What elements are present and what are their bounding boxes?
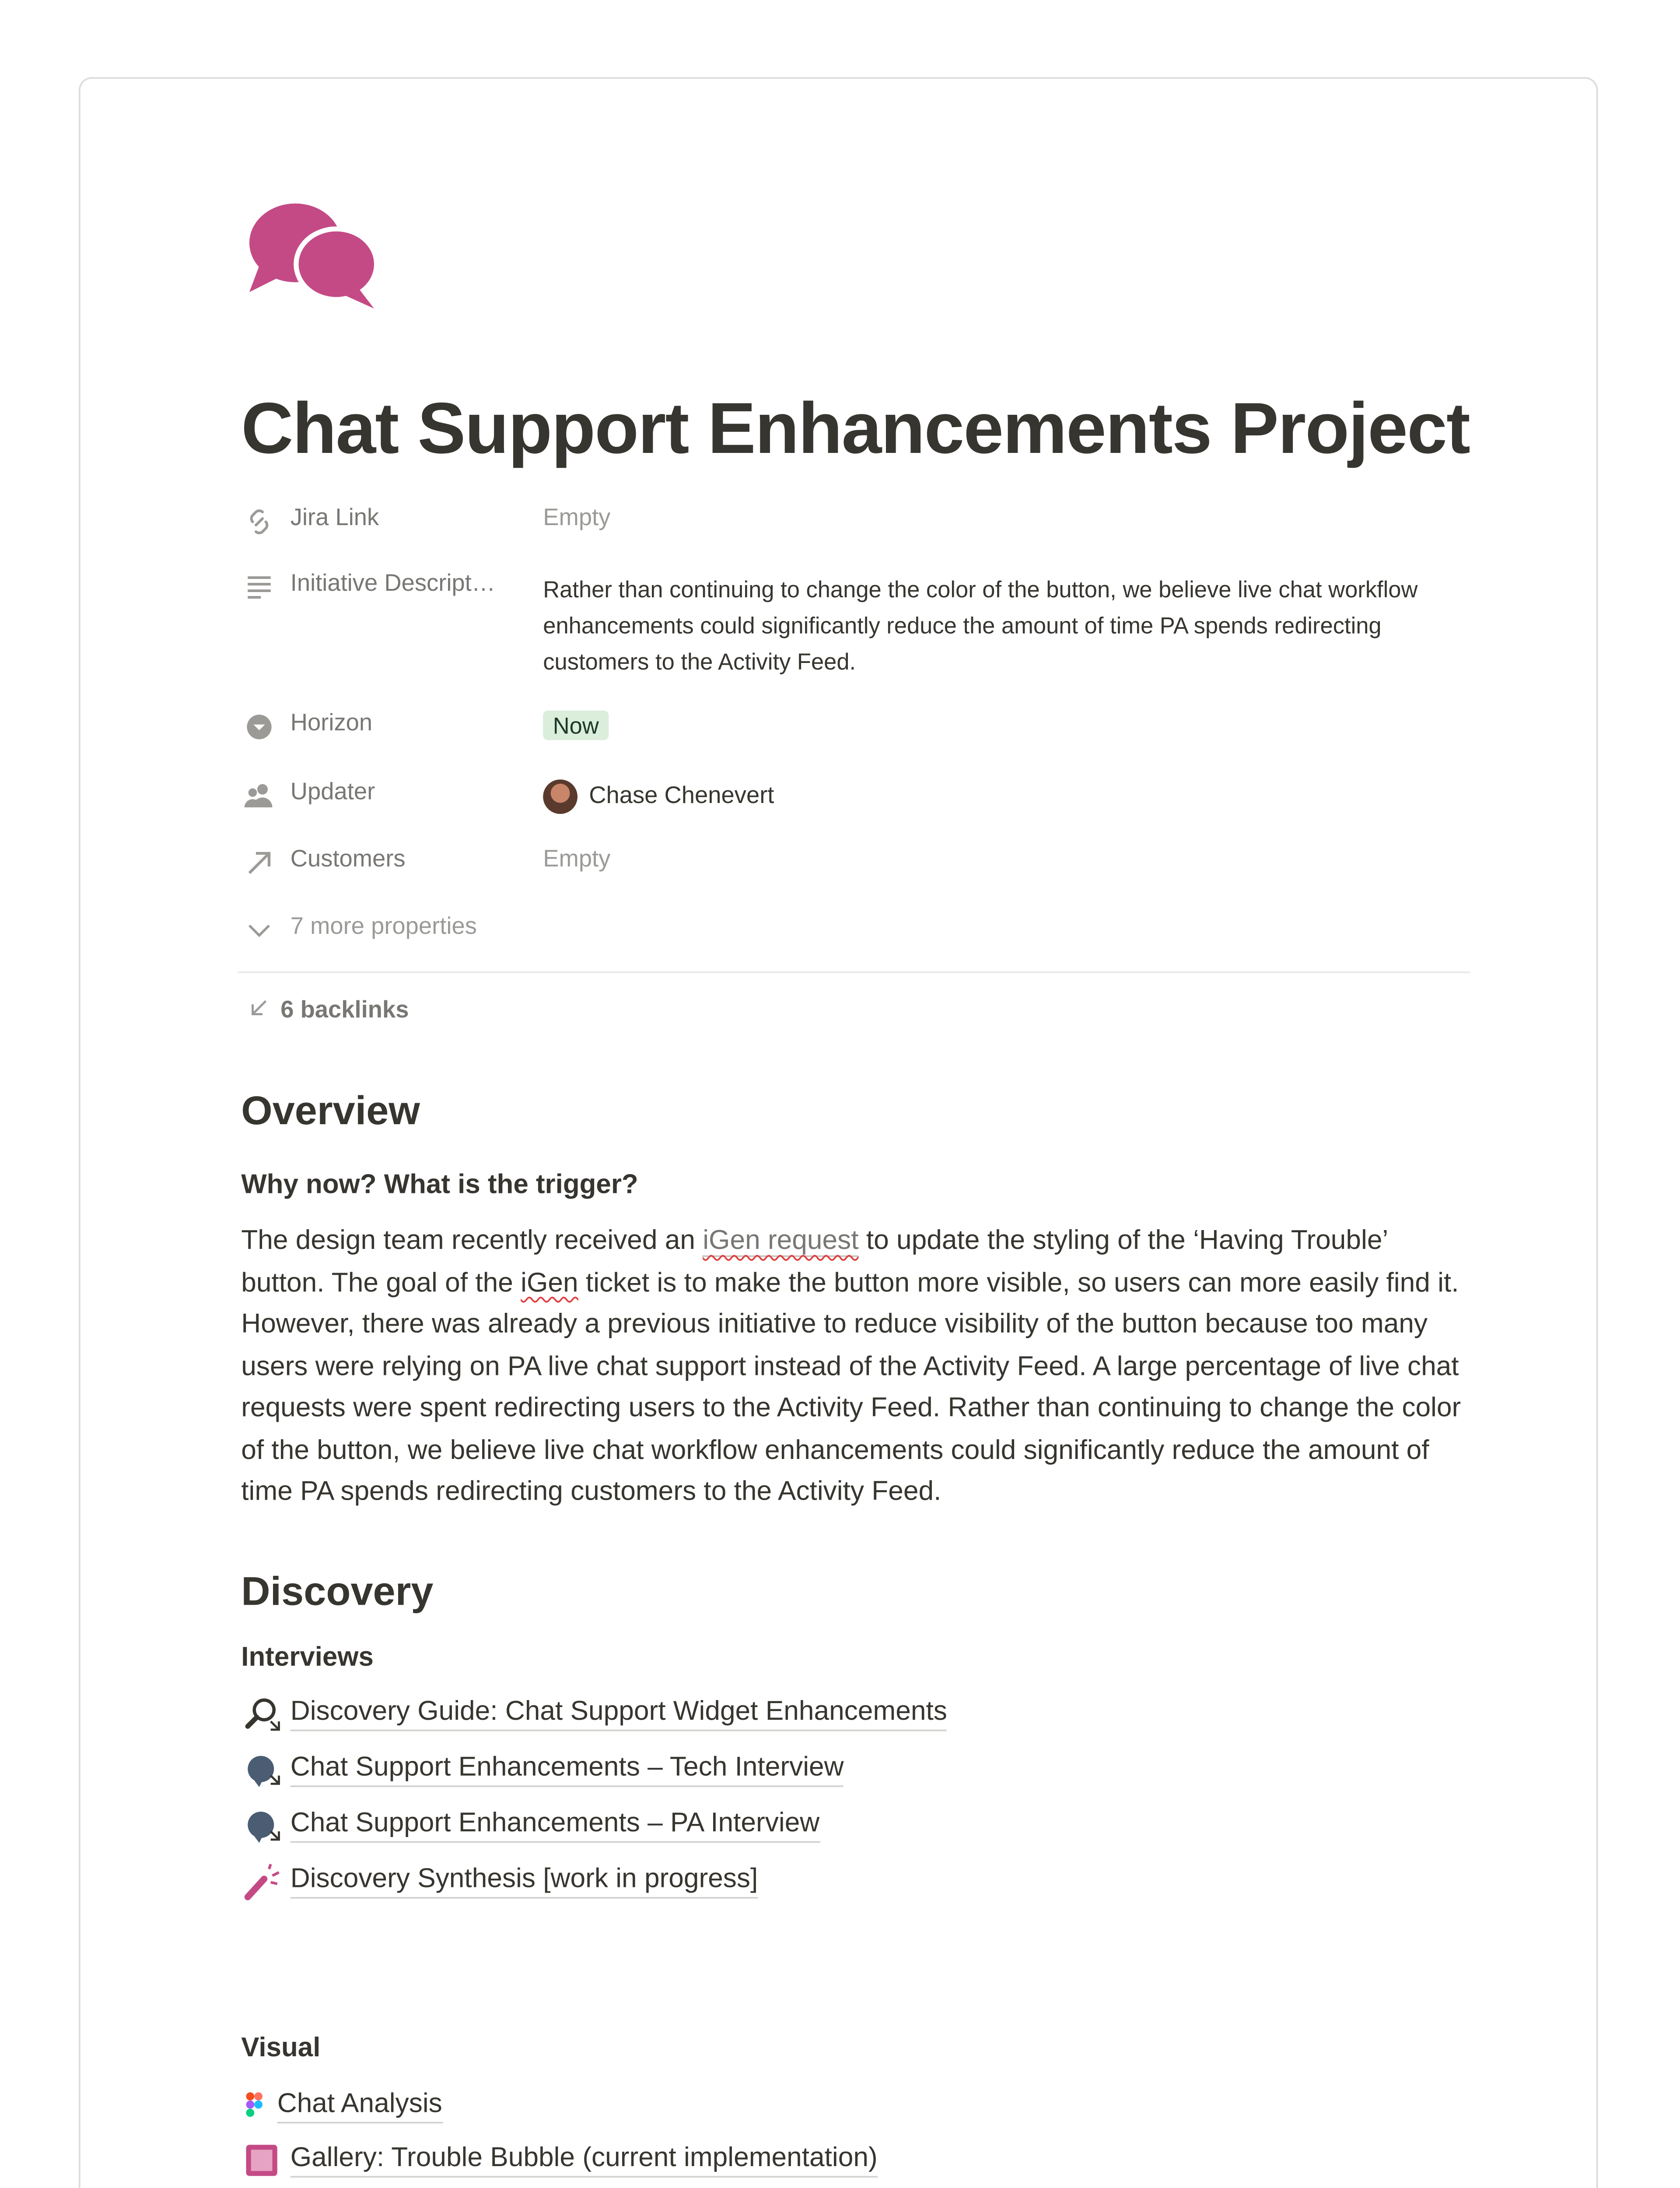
backlinks-button[interactable]: [248, 996, 409, 1024]
property-value[interactable]: Empty: [543, 505, 611, 532]
paragraph-text: The design team recently received an: [241, 1224, 703, 1255]
speaking-head-icon: [243, 1751, 282, 1790]
more-properties-label[interactable]: 7 more properties: [290, 914, 477, 940]
link-label[interactable]: Chat Support Enhancements – Tech Interview: [290, 1750, 844, 1787]
overview-paragraph[interactable]: [241, 1219, 1463, 1512]
trigger-question[interactable]: Why now? What is the trigger?: [241, 1170, 638, 1200]
flashlight-icon: [243, 1862, 282, 1902]
visual-label[interactable]: Visual: [241, 2033, 321, 2063]
status-tag[interactable]: Now: [543, 711, 609, 740]
paragraph-text: to update the styling of the ‘Having Trouble’ button. The goal of the: [241, 1224, 1387, 1297]
link-label[interactable]: Discovery Synthesis [work in progress]: [290, 1861, 758, 1899]
avatar: [543, 779, 578, 814]
igen-request-link[interactable]: iGen request: [703, 1224, 858, 1257]
speaking-head-icon: [243, 1807, 282, 1846]
discovery-heading[interactable]: Discovery: [241, 1570, 434, 1615]
gallery-icon: [243, 2142, 282, 2181]
divider: [238, 971, 1470, 973]
igen-word: iGen: [521, 1266, 578, 1297]
link-label[interactable]: Chat Support Enhancements – PA Interview: [290, 1805, 820, 1843]
backlinks-label: 6 backlinks: [280, 998, 409, 1024]
relation-arrow-icon: [243, 847, 276, 880]
user-name[interactable]: Chase Chenevert: [589, 783, 774, 810]
property-value[interactable]: [543, 711, 609, 740]
link-label[interactable]: Gallery: Trouble Bubble (current implementation): [290, 2140, 878, 2177]
link-icon: [243, 505, 276, 538]
people-icon: [243, 779, 276, 812]
property-name: Horizon: [290, 710, 373, 737]
property-value[interactable]: Empty: [543, 847, 611, 873]
magnifier-icon: [243, 1695, 282, 1735]
link-label[interactable]: Chat Analysis: [277, 2086, 442, 2123]
figma-icon: [243, 2087, 282, 2127]
property-name: Customers: [290, 847, 406, 873]
paragraph-text: ticket is to make the button more visible, so users can more easily find it. However, there was already a previous initiative to reduce visibility of the button because too many users were relying on PA live chat support instead of the Activity Feed. A large percentage of live chat requests were spent redirecting users to the Activity Feed. Rather than continuing to change the color of the button, we believe live chat workflow enhancements could significantly reduce the amount of time PA spends redirecting customers to the Activity Feed.: [241, 1266, 1461, 1507]
chevron-down-icon: [243, 914, 276, 947]
link-label[interactable]: Discovery Guide: Chat Support Widget Enhancements: [290, 1694, 947, 1731]
overview-heading[interactable]: Overview: [241, 1090, 420, 1134]
property-value[interactable]: [543, 779, 774, 814]
text-lines-icon: [243, 571, 276, 604]
speech-bubbles-icon[interactable]: [243, 197, 381, 312]
property-name: Jira Link: [290, 505, 379, 532]
property-value[interactable]: Rather than continuing to change the color of the button, we believe live chat workflow enhancements could significantly reduce the amount of time PA spends redirecting customers to the Activity Feed.: [543, 576, 1418, 675]
backlink-arrow-icon: [248, 996, 271, 1019]
property-name: Initiative Descript…: [290, 571, 496, 597]
page-title[interactable]: Chat Support Enhancements Project: [241, 389, 1470, 470]
interviews-label[interactable]: Interviews: [241, 1642, 374, 1673]
property-name: Updater: [290, 779, 375, 806]
select-chevron-icon: [243, 711, 276, 743]
